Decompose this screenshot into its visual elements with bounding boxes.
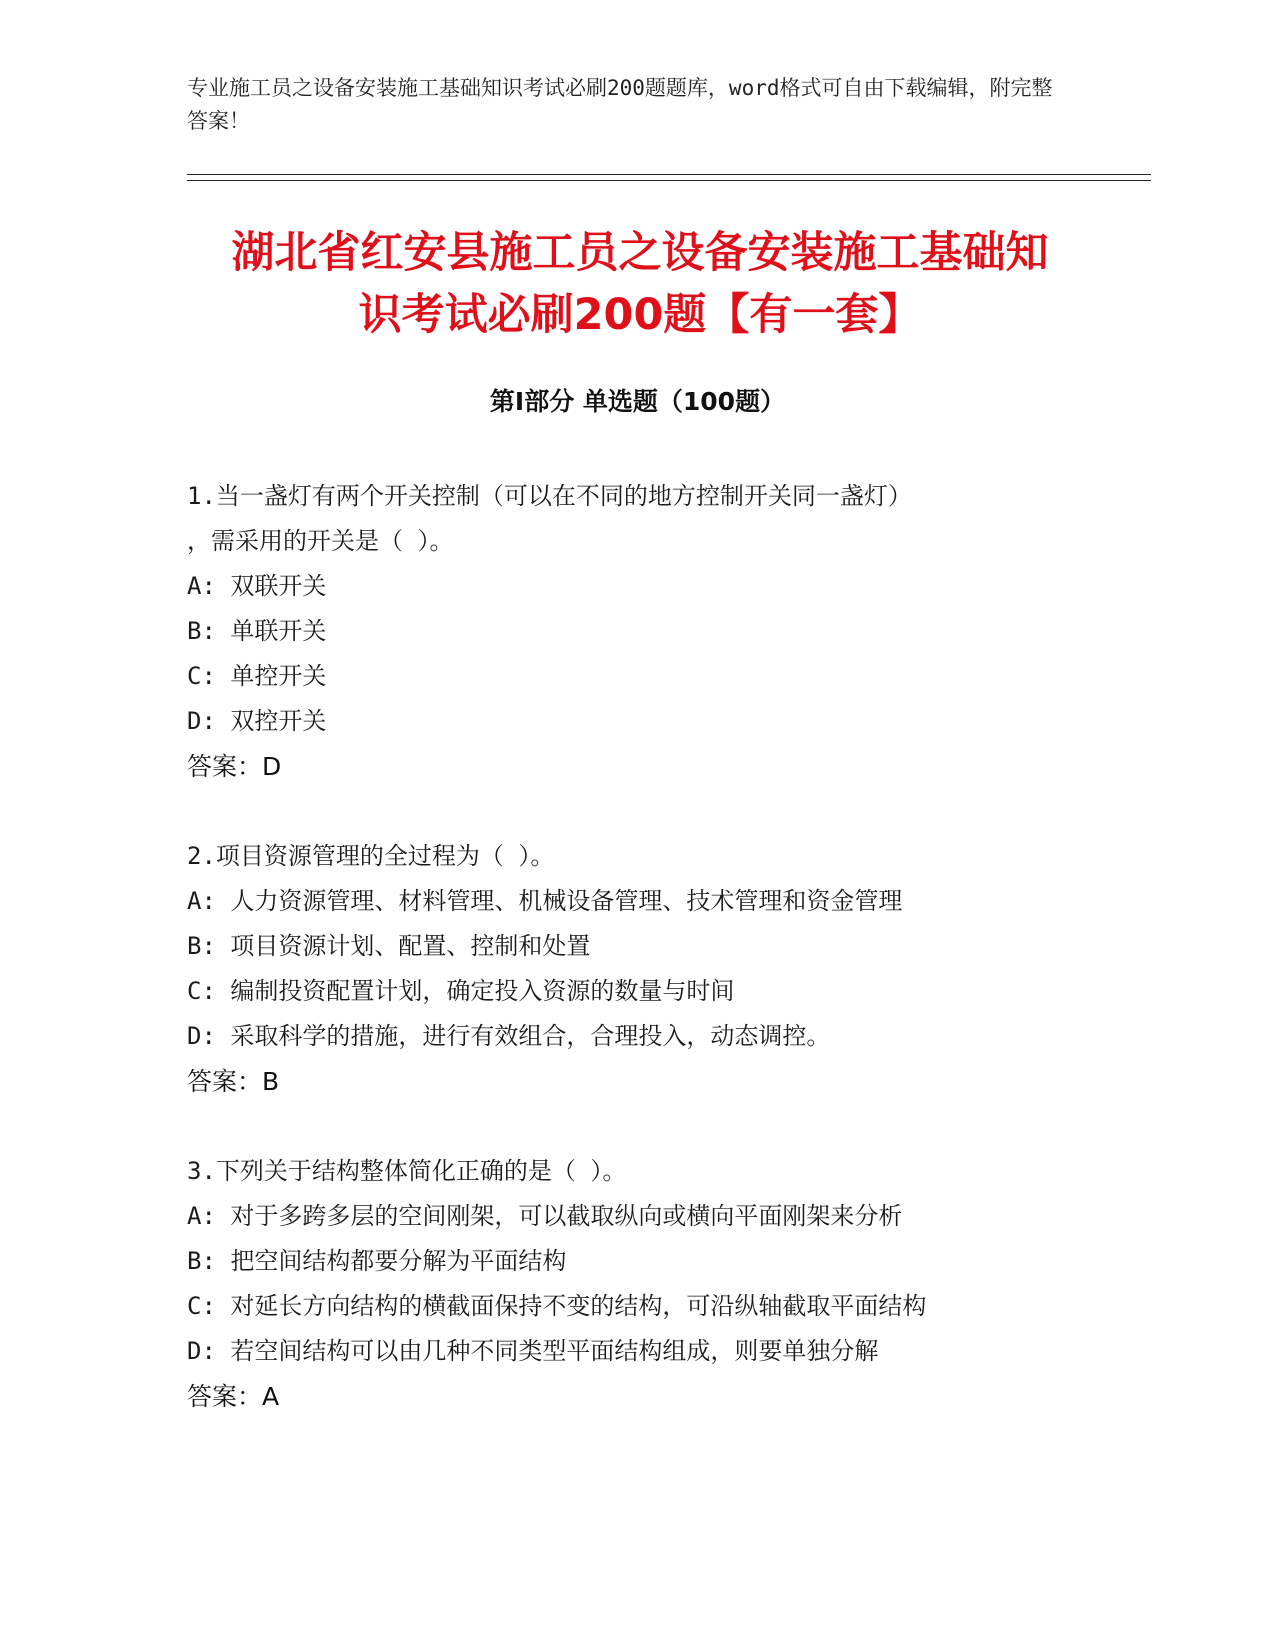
answer-line: 答案：B bbox=[187, 1067, 280, 1096]
question-2 bbox=[187, 834, 1087, 1104]
option-d: D: 双控开关 bbox=[187, 707, 327, 735]
option-d: D: 采取科学的措施，进行有效组合，合理投入，动态调控。 bbox=[187, 1022, 831, 1050]
option-b: B: 项目资源计划、配置、控制和处置 bbox=[187, 932, 591, 960]
question-list bbox=[187, 474, 1087, 1464]
question-1 bbox=[187, 474, 1087, 789]
question-stem: 1.当一盏灯有两个开关控制（可以在不同的地方控制开关同一盏灯） bbox=[187, 482, 912, 510]
option-c: C: 编制投资配置计划，确定投入资源的数量与时间 bbox=[187, 977, 735, 1005]
option-a: A: 对于多跨多层的空间刚架，可以截取纵向或横向平面刚架来分析 bbox=[187, 1202, 903, 1230]
title-line-1: 湖北省红安县施工员之设备安装施工基础知 bbox=[231, 228, 1049, 278]
question-stem: 3.下列关于结构整体简化正确的是（ ）。 bbox=[187, 1157, 627, 1185]
option-c: C: 对延长方向结构的横截面保持不变的结构，可沿纵轴截取平面结构 bbox=[187, 1292, 927, 1320]
header-divider bbox=[187, 174, 1151, 175]
question-stem: 2.项目资源管理的全过程为（ ）。 bbox=[187, 842, 555, 870]
option-b: B: 把空间结构都要分解为平面结构 bbox=[187, 1247, 567, 1275]
section-title: 第Ⅰ部分 单选题（100题） bbox=[489, 387, 786, 416]
answer-line: 答案：D bbox=[187, 752, 282, 781]
header-note: 专业施工员之设备安装施工基础知识考试必刷200题题库，word格式可自由下载编辑，附完整答案！ bbox=[187, 76, 1053, 133]
option-a: A: 人力资源管理、材料管理、机械设备管理、技术管理和资金管理 bbox=[187, 887, 903, 915]
answer-line: 答案：A bbox=[187, 1382, 280, 1411]
question-3 bbox=[187, 1149, 1087, 1419]
title-line-2: 识考试必刷200题【有一套】 bbox=[358, 290, 922, 340]
document-title bbox=[160, 222, 1120, 346]
option-d: D: 若空间结构可以由几种不同类型平面结构组成，则要单独分解 bbox=[187, 1337, 879, 1365]
option-a: A: 双联开关 bbox=[187, 572, 327, 600]
header-divider-second bbox=[187, 180, 1151, 181]
option-c: C: 单控开关 bbox=[187, 662, 327, 690]
option-b: B: 单联开关 bbox=[187, 617, 327, 645]
question-stem-continued: ，需采用的开关是（ ）。 bbox=[187, 527, 454, 555]
